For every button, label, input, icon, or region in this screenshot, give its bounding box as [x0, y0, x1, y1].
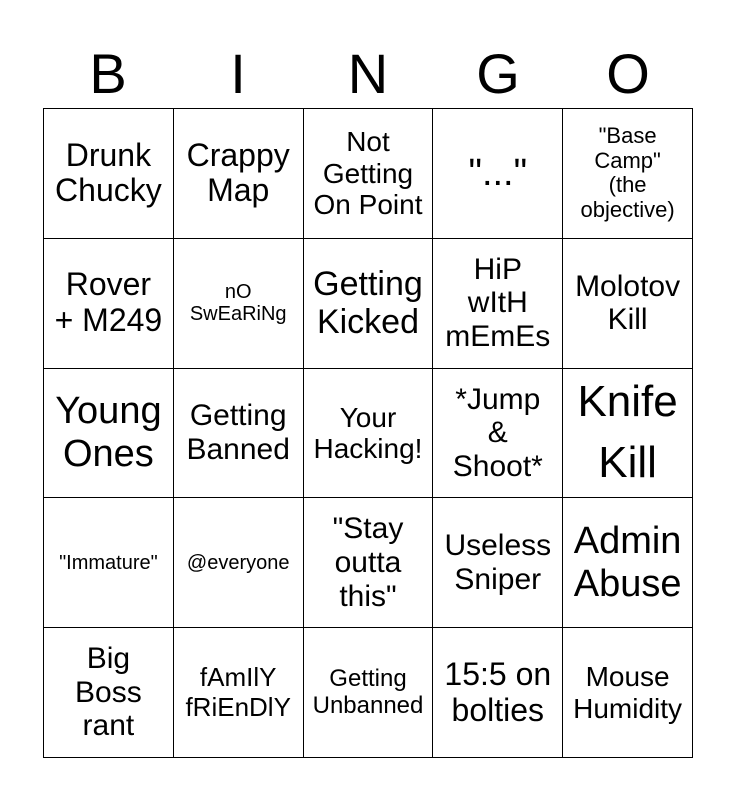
bingo-cell[interactable]: Knife Kill: [563, 369, 693, 499]
bingo-cell[interactable]: fAmIlY fRiEnDlY: [174, 628, 304, 758]
bingo-cell[interactable]: Admin Abuse: [563, 498, 693, 628]
bingo-cell[interactable]: nO SwEaRiNg: [174, 239, 304, 369]
bingo-header: [43, 40, 693, 108]
bingo-cell[interactable]: Molotov Kill: [563, 239, 693, 369]
bingo-cell[interactable]: Crappy Map: [174, 109, 304, 239]
bingo-cell[interactable]: Young Ones: [44, 369, 174, 499]
header-letter-g: G: [476, 42, 520, 105]
bingo-grid: [43, 108, 693, 758]
bingo-cell[interactable]: @everyone: [174, 498, 304, 628]
bingo-cell[interactable]: Rover + M249: [44, 239, 174, 369]
bingo-cell[interactable]: Useless Sniper: [433, 498, 563, 628]
bingo-cell[interactable]: 15:5 on bolties: [433, 628, 563, 758]
bingo-cell[interactable]: Getting Kicked: [304, 239, 434, 369]
bingo-cell[interactable]: Drunk Chucky: [44, 109, 174, 239]
bingo-cell[interactable]: Getting Unbanned: [304, 628, 434, 758]
bingo-cell[interactable]: "Stay outta this": [304, 498, 434, 628]
header-letter-o: O: [606, 42, 650, 105]
bingo-cell[interactable]: Mouse Humidity: [563, 628, 693, 758]
bingo-cell[interactable]: Not Getting On Point: [304, 109, 434, 239]
bingo-cell[interactable]: Getting Banned: [174, 369, 304, 499]
bingo-cell[interactable]: "Immature": [44, 498, 174, 628]
bingo-cell[interactable]: Big Boss rant: [44, 628, 174, 758]
bingo-cell[interactable]: "...": [433, 109, 563, 239]
bingo-cell[interactable]: HiP wItH mEmEs: [433, 239, 563, 369]
bingo-cell[interactable]: *Jump & Shoot*: [433, 369, 563, 499]
header-letter-n: N: [347, 42, 389, 105]
bingo-cell[interactable]: "Base Camp" (the objective): [563, 109, 693, 239]
header-letter-b: B: [89, 42, 127, 105]
header-letter-i: I: [230, 42, 246, 105]
bingo-cell[interactable]: Your Hacking!: [304, 369, 434, 499]
